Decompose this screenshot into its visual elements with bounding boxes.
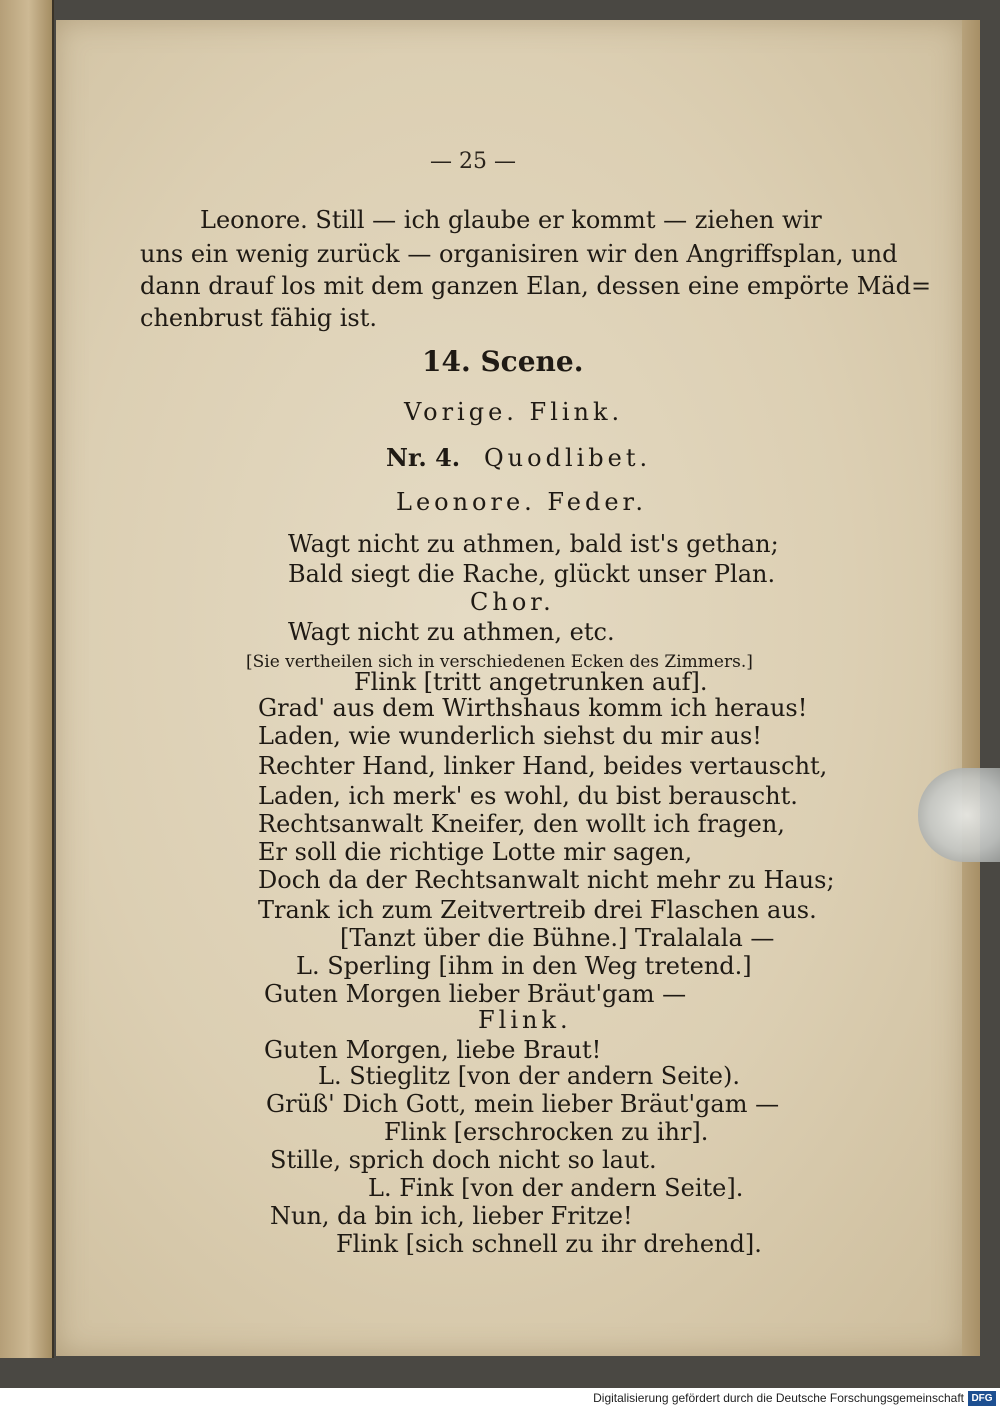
verse-line: Rechter Hand, linker Hand, beides vertauscht, — [258, 752, 828, 780]
verse-line: Rechtsanwalt Kneifer, den wollt ich fragen, — [258, 810, 785, 838]
intro-line: Leonore. Still — ich glaube er kommt — ziehen wir — [200, 206, 822, 234]
speaker-line: Flink [sich schnell zu ihr drehend]. — [336, 1230, 762, 1258]
intro-line: chenbrust fähig ist. — [140, 304, 378, 332]
verse-line: Wagt nicht zu athmen, bald ist's gethan; — [288, 530, 779, 558]
speaker-line: L. Fink [von der andern Seite]. — [368, 1174, 744, 1202]
verse-line: Nun, da bin ich, lieber Fritze! — [270, 1202, 633, 1230]
speaker-line: Flink. — [478, 1006, 572, 1034]
stage-direction: [Sie vertheilen sich in verschiedenen Ecken des Zimmers.] — [246, 652, 753, 672]
verse-line: Wagt nicht zu athmen, etc. — [288, 618, 615, 646]
number-title: Quodlibet. — [484, 444, 652, 472]
verse-line: Trank ich zum Zeitvertreib drei Flaschen aus. — [258, 896, 817, 924]
scene-singers: Leonore. Feder. — [396, 488, 648, 516]
verse-line: Bald siegt die Rache, glückt unser Plan. — [288, 560, 776, 588]
speaker-line: Flink [erschrocken zu ihr]. — [384, 1118, 709, 1146]
speaker-line: L. Sperling [ihm in den Weg tretend.] — [296, 952, 752, 980]
scene-characters: Vorige. Flink. — [404, 398, 624, 426]
intro-line: dann drauf los mit dem ganzen Elan, dessen eine empörte Mäd= — [140, 272, 932, 300]
verse-line: Er soll die richtige Lotte mir sagen, — [258, 838, 693, 866]
verse-line: Laden, ich merk' es wohl, du bist berauscht. — [258, 782, 798, 810]
verse-line: Guten Morgen, liebe Braut! — [264, 1036, 602, 1064]
facing-page-edge — [0, 0, 54, 1358]
scene-title: 14. Scene. — [422, 345, 584, 378]
number-label: Nr. 4. — [386, 443, 461, 472]
speaker-line: Chor. — [470, 588, 555, 616]
speaker-line: Flink [tritt angetrunken auf]. — [354, 668, 708, 696]
verse-line: Stille, sprich doch nicht so laut. — [270, 1146, 657, 1174]
intro-line: uns ein wenig zurück — organisiren wir den Angriffsplan, und — [140, 240, 898, 268]
verse-line: Laden, wie wunderlich siehst du mir aus! — [258, 722, 762, 750]
dfg-logo: DFG — [968, 1391, 996, 1406]
page-edge — [962, 20, 980, 1356]
verse-line: Grad' aus dem Wirthshaus komm ich heraus! — [258, 694, 808, 722]
verse-line: Doch da der Rechtsanwalt nicht mehr zu Haus; — [258, 866, 835, 894]
stage-direction: [Tanzt über die Bühne.] Tralalala — — [340, 924, 775, 952]
footer-credit: Digitalisierung gefördert durch die Deutsche Forschungsgemeinschaft — [593, 1391, 964, 1405]
verse-line: Grüß' Dich Gott, mein lieber Bräut'gam — — [266, 1090, 780, 1118]
footer-bar — [0, 1388, 1000, 1410]
page-clip — [918, 768, 1000, 862]
page-number: — 25 — — [430, 149, 516, 174]
speaker-line: L. Stieglitz [von der andern Seite). — [318, 1062, 740, 1090]
verse-line: Guten Morgen lieber Bräut'gam — — [264, 980, 687, 1008]
